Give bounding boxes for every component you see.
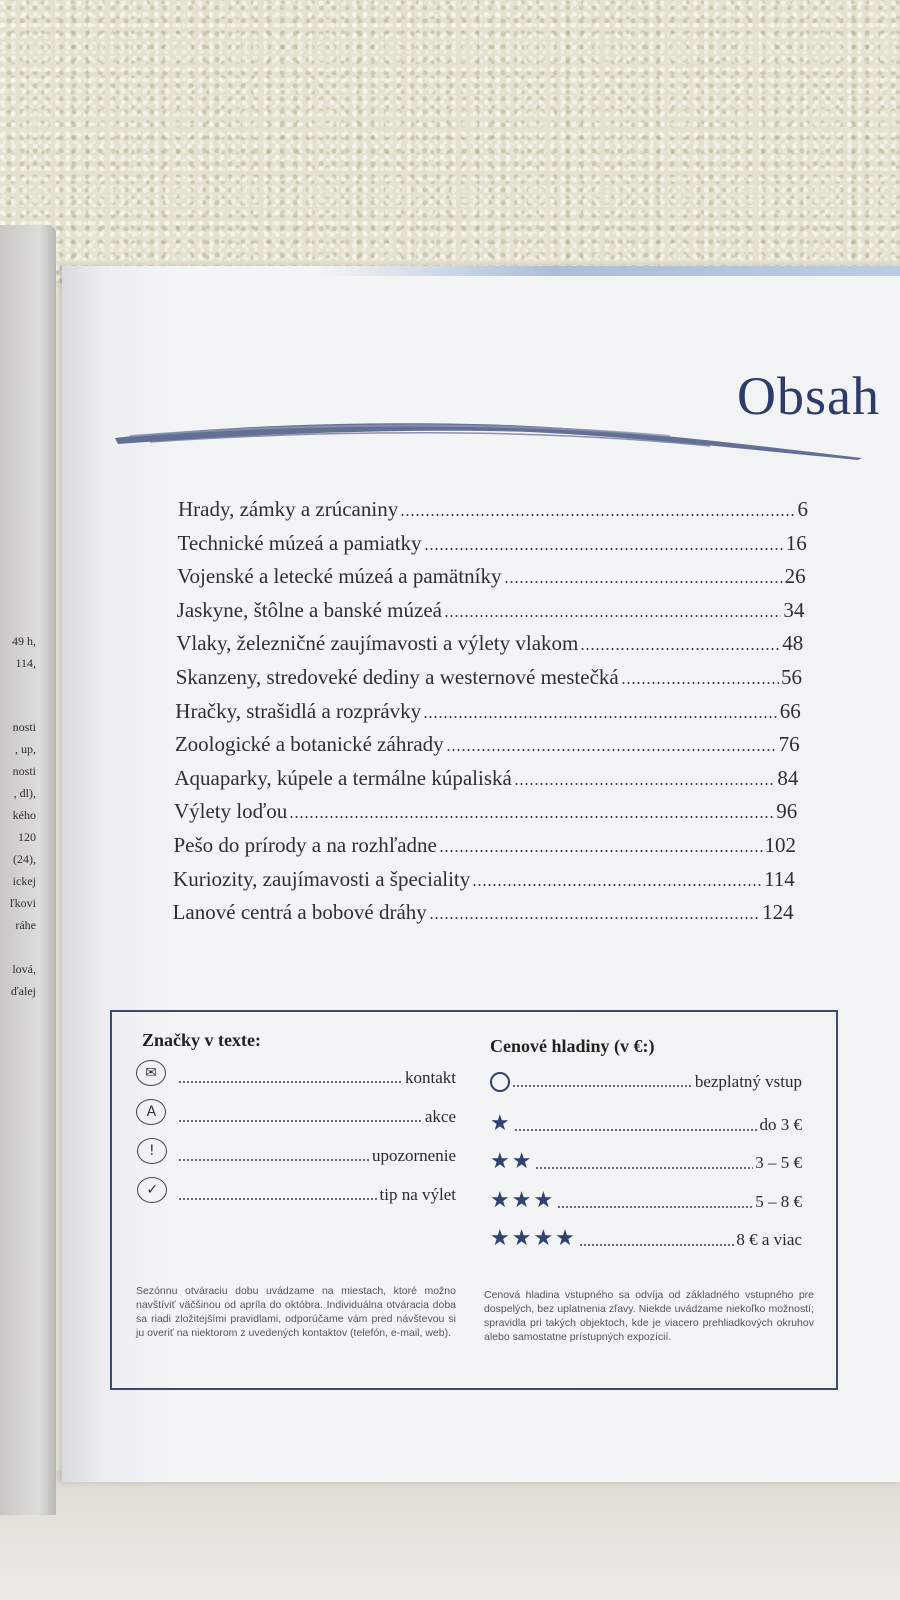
left-page-text-fragment: nosti: [12, 720, 36, 734]
toc-page-number: 102: [764, 833, 796, 857]
toc-entry: [178, 497, 808, 522]
toc-leader-dots: [514, 783, 776, 785]
leader-dots: [579, 1244, 735, 1246]
leader-dots: [512, 1085, 693, 1087]
leader-dots: [178, 1198, 378, 1200]
toc-page-number: 76: [778, 732, 800, 757]
tip-check-icon: ✓: [137, 1177, 167, 1203]
toc-leader-dots: [289, 816, 774, 818]
star-rating-icon: ★★: [490, 1149, 534, 1174]
toc-entry: [176, 665, 802, 690]
legend-box: [110, 1010, 838, 1390]
left-page-text-fragment: kého: [12, 808, 36, 822]
toc-entry-title: Technické múzeá a pamiatky: [177, 530, 422, 555]
toc-entry-title: Pešo do prírody a na rozhľadne: [173, 833, 437, 857]
price-levels-heading: Cenové hladiny (v €:): [490, 1036, 655, 1056]
toc-entry: [178, 531, 807, 556]
price-label: bezplatný vstup: [694, 1072, 802, 1091]
left-page-text-fragment: 49 h,: [12, 634, 36, 648]
toc-leader-dots: [444, 615, 781, 617]
leader-dots: [514, 1129, 758, 1131]
mark-label: tip na výlet: [379, 1185, 456, 1204]
price-level-row: [490, 1188, 802, 1213]
star-rating-icon: ★★★★: [490, 1226, 577, 1251]
price-label: 8 € a viac: [736, 1230, 802, 1249]
left-page-text-fragment: 120: [18, 830, 36, 844]
star-rating-icon: ★: [490, 1110, 512, 1136]
toc-page-number: 66: [779, 698, 801, 723]
toc-entry: [173, 867, 795, 892]
toc-leader-dots: [472, 884, 762, 886]
toc-page-number: 56: [781, 665, 802, 689]
brush-stroke-decoration: [110, 416, 870, 466]
price-label: do 3 €: [759, 1114, 802, 1134]
left-page-text-fragment: ďalej: [10, 984, 36, 998]
toc-page-number: 114: [764, 866, 795, 891]
toc-page-number: 34: [783, 597, 805, 622]
left-page-text-fragment: ráhe: [15, 918, 36, 932]
left-page-text-fragment: (24),: [13, 852, 36, 866]
price-label: 5 – 8 €: [755, 1191, 802, 1211]
leader-dots: [178, 1159, 370, 1161]
toc-page-number: 96: [776, 799, 798, 824]
toc-leader-dots: [400, 514, 795, 516]
page-top-stripe: [320, 266, 900, 276]
toc-entry-title: Hračky, strašidlá a rozprávky: [175, 698, 422, 723]
toc-page-number: 16: [785, 530, 807, 555]
wall-background: [0, 0, 900, 290]
toc-entry-title: Vojenské a letecké múzeá a pamätníky: [177, 564, 502, 589]
toc-page-number: 84: [777, 765, 799, 790]
toc-page-number: 6: [797, 497, 808, 521]
toc-entry-title: Zoologické a botanické záhrady: [174, 732, 444, 757]
leader-dots: [178, 1081, 403, 1083]
toc-leader-dots: [439, 850, 763, 852]
toc-entry-title: Hrady, zámky a zrúcaniny: [178, 497, 399, 521]
star-rating-icon: ★★★: [490, 1187, 556, 1213]
toc-entry-title: Skanzeny, stredoveké dediny a westernové mestečká: [175, 665, 619, 689]
toc-entry: [174, 799, 797, 824]
mark-label: akce: [424, 1107, 456, 1126]
toc-entry-title: Výlety loďou: [173, 799, 288, 824]
price-level-row: [490, 1072, 802, 1092]
toc-leader-dots: [423, 716, 778, 718]
envelope-icon: ✉: [136, 1060, 166, 1086]
toc-leader-dots: [424, 548, 784, 550]
mark-legend-row: [176, 1068, 456, 1088]
toc-entry: [174, 766, 798, 791]
toc-leader-dots: [429, 917, 760, 919]
toc-entry-title: Lanové centrá a bobové dráhy: [172, 900, 427, 925]
mark-legend-row: [176, 1146, 456, 1166]
left-page-text-fragment: , up,: [15, 742, 36, 756]
toc-page-number: 26: [784, 564, 806, 589]
leader-dots: [178, 1120, 423, 1122]
toc-entry-title: Aquaparky, kúpele a termálne kúpaliská: [174, 765, 512, 790]
toc-leader-dots: [621, 682, 779, 684]
price-level-row: [490, 1226, 802, 1251]
toc-leader-dots: [504, 581, 783, 583]
marks-heading: Značky v texte:: [142, 1030, 261, 1050]
toc-leader-dots: [580, 648, 780, 650]
left-page-text-fragment: lová,: [12, 962, 36, 976]
left-page-text-fragment: ickej: [12, 874, 36, 888]
left-page-edge: [0, 225, 56, 1515]
leader-dots: [535, 1167, 753, 1169]
toc-leader-dots: [446, 749, 777, 751]
leader-dots: [557, 1206, 753, 1208]
toc-entry: [175, 699, 801, 724]
toc-entry-title: Jaskyne, štôlne a banské múzeá: [176, 597, 442, 622]
price-label: 3 – 5 €: [755, 1153, 802, 1172]
page-title: Obsah: [737, 366, 880, 426]
price-level-row: [490, 1111, 802, 1136]
mark-legend-row: [176, 1107, 456, 1127]
toc-page-number: 48: [782, 631, 804, 656]
free-circle-icon: [490, 1072, 510, 1092]
table-surface: [0, 1470, 900, 1600]
left-page-text-fragment: ľkovi: [9, 896, 36, 910]
toc-entry: [177, 598, 805, 623]
toc-entry: [176, 631, 803, 656]
price-level-note: Cenová hladina vstupného sa odvíja od základného vstupného pre dospelých, bez uplatnenia zľavy. Niekde uvádzame niekoľko možností; spravidla pri takých objektoch, kde je viacero prehliadkových okruhov alebo samostatne prístupných expozícií.: [484, 1289, 814, 1343]
toc-entry: [174, 833, 797, 858]
opening-hours-note: Sezónnu otváraciu dobu uvádzame na miestach, ktoré možno navštíviť väčšinou od apríla do októbra. Individuálna otváracia doba sa riadi zložitejšími pravidlami, odporúčame vám pred návštevou si ju overiť na niektorom z uvedených kontaktov (telefón, e-mail, web).: [136, 1285, 456, 1339]
action-icon: A: [136, 1099, 166, 1125]
toc-entry-title: Vlaky, železničné zaujímavosti a výlety vlakom: [176, 631, 579, 656]
mark-label: kontakt: [405, 1068, 456, 1087]
toc-page-number: 124: [762, 900, 794, 925]
left-page-text-fragment: 114,: [15, 656, 36, 670]
toc-entry: [173, 900, 794, 925]
mark-label: upozornenie: [371, 1146, 456, 1165]
left-page-text-fragment: nosti: [12, 764, 36, 778]
left-page-text-fragment: , dl),: [13, 786, 36, 800]
price-level-row: [490, 1149, 802, 1174]
toc-entry-title: Kuriozity, zaujímavosti a špeciality: [173, 866, 471, 891]
toc-entry: [175, 732, 800, 757]
mark-legend-row: [176, 1185, 456, 1205]
warning-icon: !: [137, 1138, 167, 1164]
toc-entry: [177, 564, 806, 589]
